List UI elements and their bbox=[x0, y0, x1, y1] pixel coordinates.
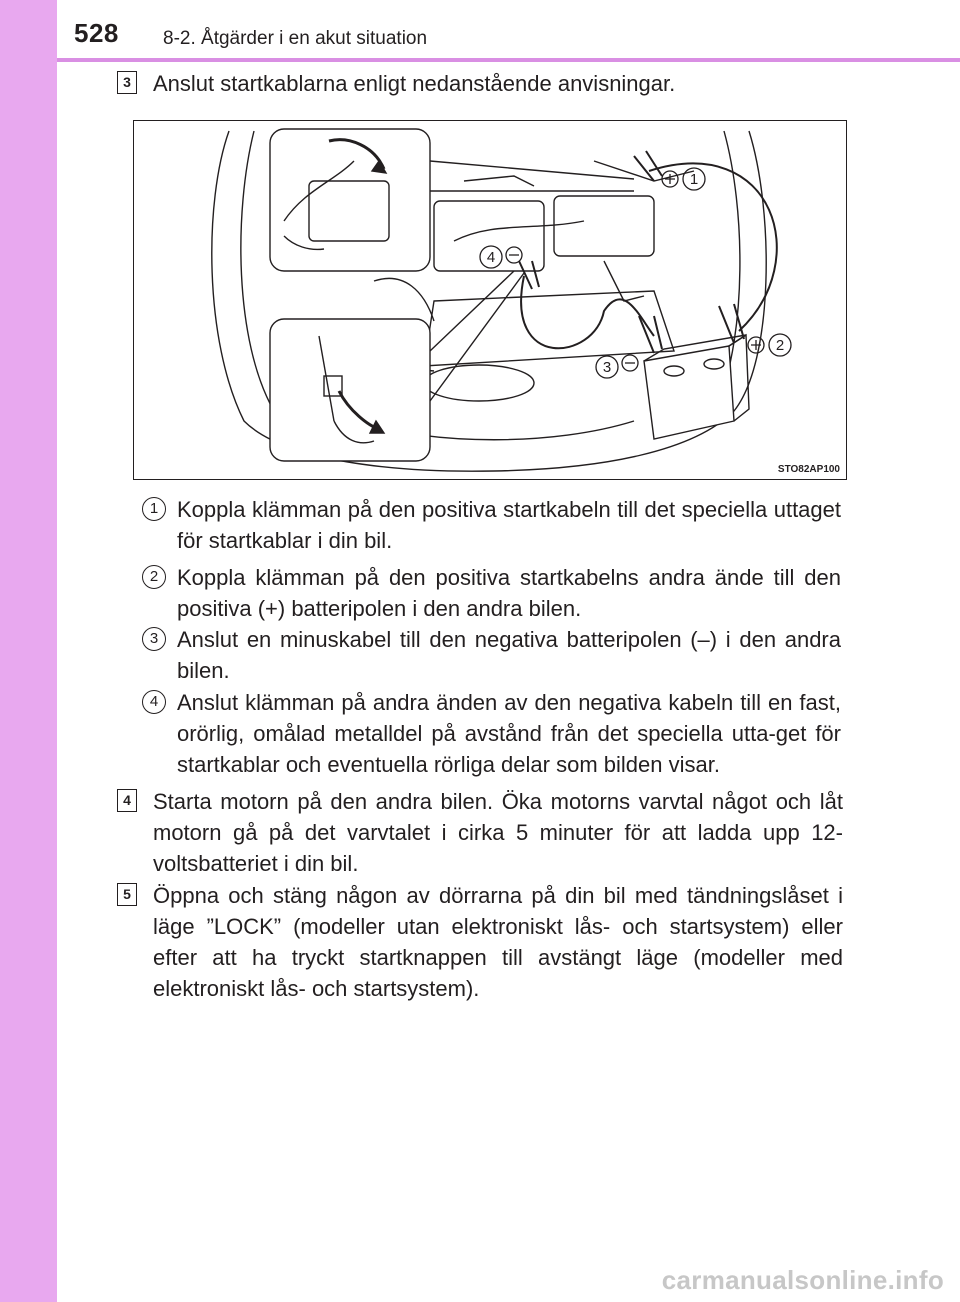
section-title: 8-2. Åtgärder i en akut situation bbox=[163, 28, 428, 49]
step-3-text: Anslut startkablarna enligt nedanstående anvisningar. bbox=[153, 71, 676, 96]
jump-start-illustration bbox=[133, 120, 847, 480]
step-number-4: 4 bbox=[117, 789, 137, 812]
chapter-side-bar bbox=[0, 0, 57, 1302]
callout-4: 4 bbox=[486, 249, 496, 266]
step-5-text: Öppna och stäng någon av dörrarna på din bil med tändningslåset i läge ”LOCK” (modeller utan elektroniskt lås- och startsystem) eller efter att ha tryckt startknappen till avstängt läge (modeller med elektroniskt lås- och startsystem). bbox=[153, 883, 843, 1001]
callout-2: 2 bbox=[775, 337, 785, 354]
sub-step-3-text: Anslut en minuskabel till den negativa batteripolen (–) i den andra bilen. bbox=[177, 627, 841, 683]
watermark: carmanualsonline.info bbox=[661, 1265, 944, 1295]
sub-step-number-3: 3 bbox=[142, 627, 166, 651]
sub-step-2-text: Koppla klämman på den positiva startkabelns andra ände till den positiva (+) batteripolen i den andra bilen. bbox=[177, 565, 841, 621]
header-divider bbox=[57, 58, 960, 62]
page-number: 528 bbox=[74, 18, 119, 48]
callout-1: 1 bbox=[689, 171, 699, 188]
sub-step-number-4: 4 bbox=[142, 690, 166, 714]
sub-step-4-text: Anslut klämman på andra änden av den negativa kabeln till en fast, orörlig, omålad metalldel på avstånd från det speciella utta-get för startkablar och eventuella rörliga delar som bilden visar. bbox=[177, 690, 841, 777]
sub-step-number-1: 1 bbox=[142, 497, 166, 521]
sub-step-1-text: Koppla klämman på den positiva startkabeln till det speciella uttaget för startkablar i din bil. bbox=[177, 497, 841, 553]
callout-3: 3 bbox=[602, 359, 612, 376]
step-number-3: 3 bbox=[117, 71, 137, 94]
engine-bay-drawing bbox=[134, 121, 846, 479]
step-4-text: Starta motorn på den andra bilen. Öka motorns varvtal något och låt motorn gå på det varvtalet i cirka 5 minuter för att ladda upp 12-voltsbatteriet i din bil. bbox=[153, 789, 843, 876]
step-number-5: 5 bbox=[117, 883, 137, 906]
figure-code: STO82AP100 bbox=[777, 464, 840, 475]
sub-step-number-2: 2 bbox=[142, 565, 166, 589]
